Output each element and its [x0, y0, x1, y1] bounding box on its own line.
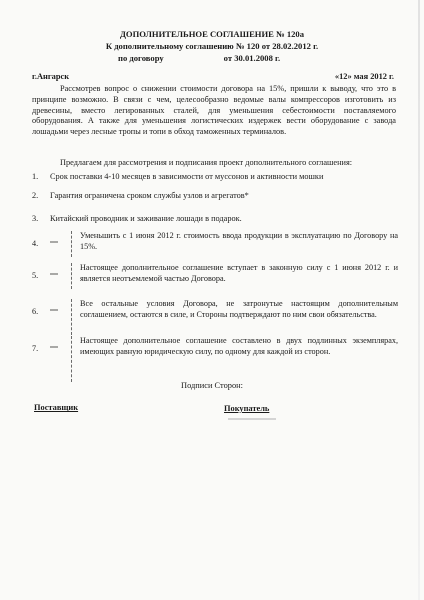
reference-line: К дополнительному соглашению № 120 от 28.02.2012 г. — [105, 41, 319, 51]
item-text: Срок поставки 4-10 месяцев в зависимости от муссонов и активности мошки — [50, 172, 324, 181]
contract-label: по договору — [118, 53, 164, 63]
item-number: 7. — [32, 344, 39, 353]
item-text: Китайский проводник и заживание лошади в подарок. — [50, 214, 242, 223]
document-title: ДОПОЛНИТЕЛЬНОЕ СОГЛАШЕНИЕ № 120а — [119, 29, 305, 39]
dash-mark-icon — [50, 271, 60, 277]
intro-paragraph: Рассмотрев вопрос о снижении стоимости договора на 15%, пришли к выводу, что это в принципе возможно. В связи с чем, целесообразно ведомые валы компрессоров изготовить из древесины, вместо легированных сталей, для уменьшения себестоимости поставляемого оборудования. А также для уменьшения логистических издержек вести оборудование с завода лошадьми через лесные тропы и топи в обход таможенных терминалов. — [32, 84, 396, 137]
item-number: 4. — [32, 239, 39, 248]
contract-date: от 30.01.2008 г. — [223, 53, 281, 63]
dash-mark-icon — [50, 344, 60, 350]
dash-mark-icon — [50, 239, 60, 245]
item-number: 3. — [32, 214, 39, 223]
item-text: Настоящее дополнительное соглашение вступает в законную силу с 1 июня 2012 г. и является неотъемлемой частью Договора. — [80, 263, 398, 283]
margin-bar — [71, 299, 72, 335]
list-item — [32, 336, 404, 382]
contract-reference-line — [0, 52, 424, 64]
proposal-line: Предлагаем для рассмотрения и подписания проект дополнительного соглашения: — [60, 158, 353, 167]
agreement-date: «12» мая 2012 г. — [334, 72, 394, 81]
item-number: 2. — [32, 191, 39, 200]
supplier-label: Поставщик — [34, 403, 79, 412]
list-item — [32, 263, 404, 289]
margin-bar — [71, 336, 72, 382]
list-item — [32, 231, 404, 257]
margin-bar — [71, 263, 72, 289]
item-text: Все остальные условия Договора, не затронутые настоящим дополнительным соглашением, остаются в силе, и Стороны подтверждают по ним свои обязательства. — [80, 299, 398, 319]
scan-edge-shadow — [418, 0, 420, 600]
buyer-label: Покупатель — [224, 404, 270, 413]
item-number: 6. — [32, 307, 39, 316]
list-item — [32, 299, 404, 335]
faint-signature-line — [228, 418, 276, 420]
dash-mark-icon — [50, 307, 60, 313]
item-number: 1. — [32, 172, 39, 181]
city: г.Ангарск — [32, 72, 70, 81]
signatures-title: Подписи Сторон: — [181, 381, 243, 390]
document-header — [0, 28, 424, 64]
item-number: 5. — [32, 271, 39, 280]
place-date-row — [32, 72, 394, 81]
item-text: Гарантия ограничена сроком службы узлов и агрегатов* — [50, 191, 249, 200]
item-text: Уменьшить с 1 июня 2012 г. стоимость ввода продукции в эксплуатацию по Договору на 15%. — [80, 231, 398, 251]
item-text: Настоящее дополнительное соглашение составлено в двух подлинных экземплярах, имеющих равную юридическую силу, по одному для каждой из сторон. — [80, 336, 398, 356]
margin-bar — [71, 231, 72, 257]
